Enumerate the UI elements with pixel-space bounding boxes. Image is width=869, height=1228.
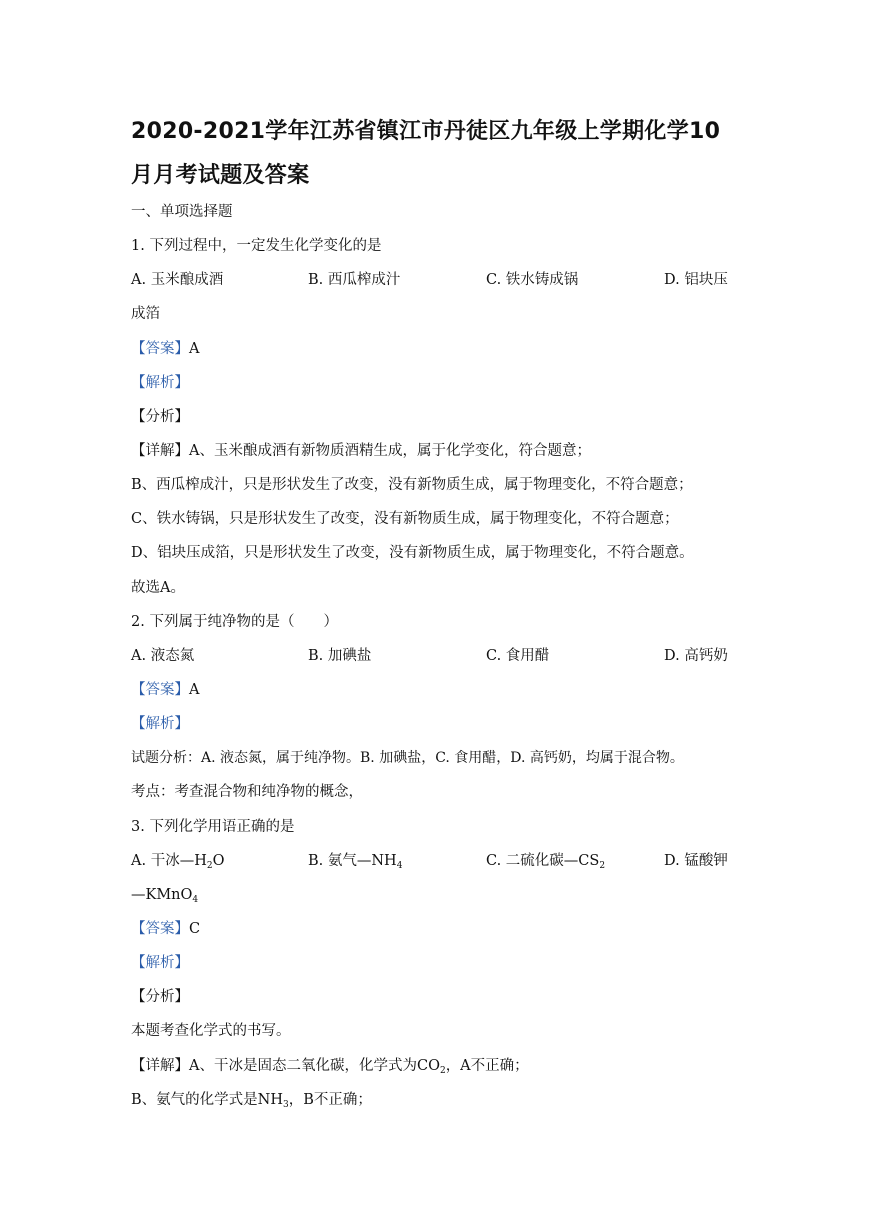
q2-answer: [131, 680, 199, 700]
detail-text: A、玉米酿成酒有新物质酒精生成，属于化学变化，符合题意；: [189, 443, 591, 459]
q3-detail-a: [131, 1056, 529, 1076]
title-line-2: 月月考试题及答案: [131, 163, 310, 188]
q2-option-b: B. 加碘盐: [308, 648, 372, 664]
q3-option-d-continued: [131, 885, 198, 905]
detail-label: 【详解】: [131, 1058, 189, 1074]
answer-label: 【答案】: [131, 921, 189, 937]
q2-option-d: D. 高钙奶: [664, 648, 728, 664]
detail-text: ，A不正确；: [445, 1058, 529, 1074]
detail-label: 【详解】: [131, 443, 189, 459]
answer-label: 【答案】: [131, 341, 189, 357]
subscript: 2: [206, 861, 213, 871]
formula-text: C. 二硫化碳—CS: [486, 853, 600, 869]
detail-text: A、干冰是固态二氧化碳，化学式为CO: [189, 1058, 440, 1074]
q1-conclusion: 故选A。: [131, 580, 185, 596]
formula-text: O: [212, 853, 225, 869]
q3-jiexi-label: 【解析】: [131, 955, 189, 971]
q3-option-a: [131, 851, 224, 871]
formula-text: A. 干冰—H: [131, 853, 207, 869]
subscript: 2: [439, 1066, 446, 1076]
q1-option-d: D. 铝块压: [664, 272, 728, 288]
q1-fenxi-label: 【分析】: [131, 409, 189, 425]
formula-text: B. 氨气—NH: [308, 853, 397, 869]
answer-value: C: [189, 921, 201, 937]
q3-detail-b: [131, 1090, 372, 1110]
q3-option-b: [308, 851, 402, 871]
q3-option-c: [486, 851, 605, 871]
q1-option-b: B. 西瓜榨成汁: [308, 272, 401, 288]
subscript: 4: [396, 861, 403, 871]
q1-detail-d: D、铝块压成箔，只是形状发生了改变，没有新物质生成，属于物理变化，不符合题意。: [131, 545, 694, 561]
q1-stem: 1. 下列过程中，一定发生化学变化的是: [131, 238, 382, 254]
q2-kaodian: 考点：考查混合物和纯净物的概念，: [131, 784, 363, 800]
q1-jiexi-label: 【解析】: [131, 375, 189, 391]
subscript: 4: [192, 895, 199, 905]
q2-analysis: 试题分析：A. 液态氮，属于纯净物。B. 加碘盐，C. 食用醋，D. 高钙奶，均属于混合物。: [131, 750, 684, 766]
q3-topic: 本题考查化学式的书写。: [131, 1023, 291, 1039]
document-title: [131, 110, 771, 198]
title-line-1: 2020-2021学年江苏省镇江市丹徒区九年级上学期化学10: [131, 119, 721, 144]
q1-option-a: A. 玉米酿成酒: [131, 272, 224, 288]
q1-answer: [131, 339, 199, 359]
q2-stem: 2. 下列属于纯净物的是（ ）: [131, 614, 338, 630]
section-heading: 一、单项选择题: [131, 204, 233, 220]
detail-text: B、氨气的化学式是NH: [131, 1092, 283, 1108]
q2-option-a: A. 液态氮: [131, 648, 195, 664]
q1-option-d-continued: 成箔: [131, 306, 160, 322]
subscript: 3: [283, 1100, 289, 1110]
q1-detail-c: C、铁水铸锅，只是形状发生了改变，没有新物质生成，属于物理变化，不符合题意；: [131, 511, 679, 527]
q3-option-d: D. 锰酸钾: [664, 853, 728, 869]
answer-value: A: [189, 341, 200, 357]
q2-jiexi-label: 【解析】: [131, 716, 189, 732]
q2-option-c: C. 食用醋: [486, 648, 550, 664]
answer-value: A: [189, 682, 200, 698]
q3-fenxi-label: 【分析】: [131, 989, 189, 1005]
subscript: 2: [599, 861, 606, 871]
q1-detail-b: B、西瓜榨成汁，只是形状发生了改变，没有新物质生成，属于物理变化，不符合题意；: [131, 477, 693, 493]
q3-stem: 3. 下列化学用语正确的是: [131, 819, 295, 835]
formula-text: —KMnO: [131, 887, 193, 903]
q1-option-c: C. 铁水铸成锅: [486, 272, 579, 288]
answer-label: 【答案】: [131, 682, 189, 698]
q1-detail-a: [131, 441, 591, 461]
q3-answer: [131, 919, 200, 939]
detail-text: ，B不正确；: [288, 1092, 372, 1108]
